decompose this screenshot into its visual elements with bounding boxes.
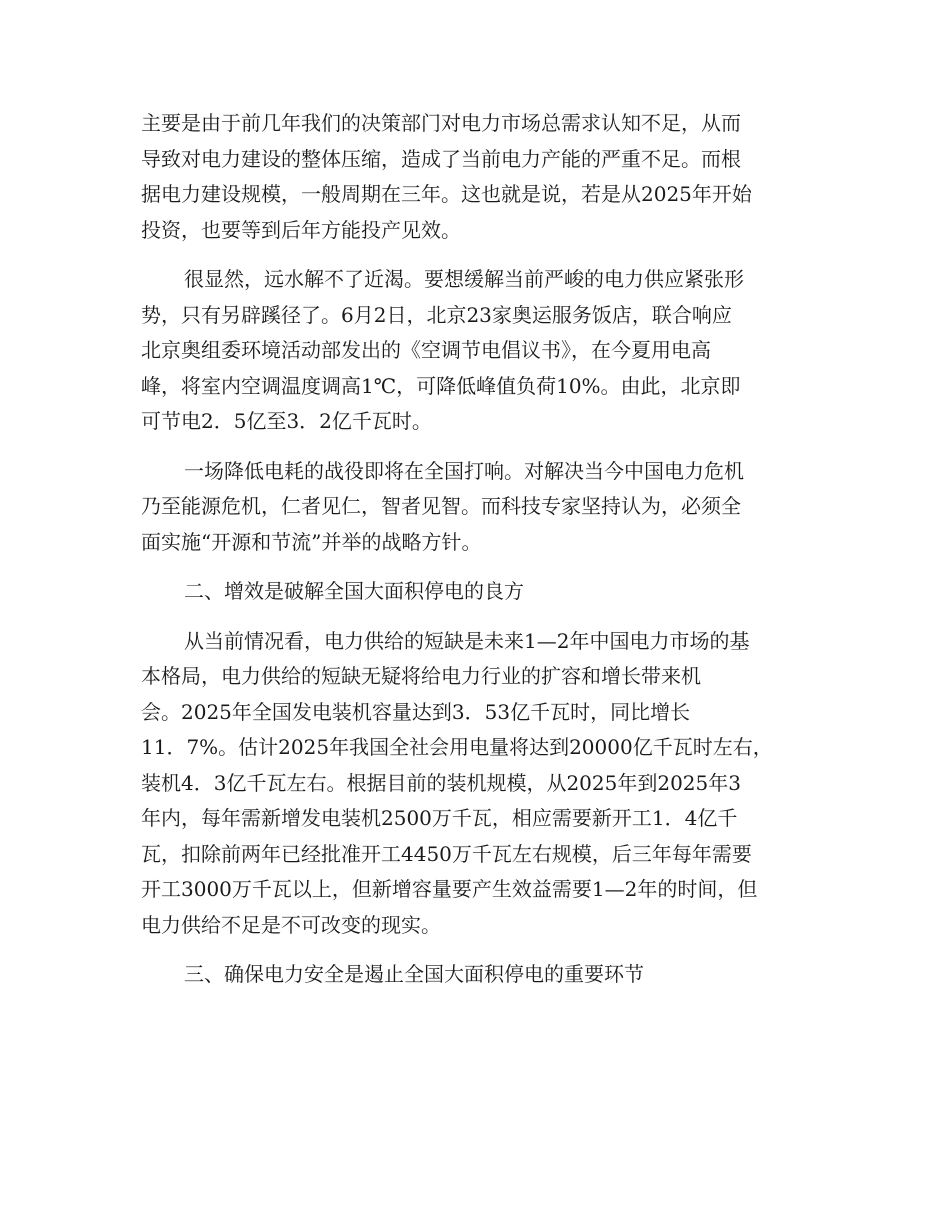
text-line: 电力供给不足是不可改变的现实。 <box>141 912 441 937</box>
text-line: 很显然，远水解不了近渴。要想缓解当前严峻的电力供应紧张形 <box>184 267 744 291</box>
heading-text: 二、增效是破解全国大面积停电的良方 <box>184 579 524 603</box>
text-line: 峰，将室内空调温度调高1℃，可降低峰值负荷10%。由此，北京即 <box>141 373 741 398</box>
document-body <box>141 106 813 1007</box>
text-line: 导致对电力建设的整体压缩，造成了当前电力产能的严重不足。而根 <box>141 146 741 171</box>
text-line: 瓦，扣除前两年已经批准开工4450万千瓦左右规模，后三年每年需要 <box>141 841 752 866</box>
text-line: 开工3000万千瓦以上，但新增容量要产生效益需要1—2年的时间，但 <box>141 877 758 901</box>
paragraph-5 <box>141 624 813 944</box>
paragraph-1 <box>141 106 813 248</box>
section-heading-3 <box>141 957 813 993</box>
text-line: 可节电2．5亿至3．2亿千瓦时。 <box>141 409 432 433</box>
heading-text: 三、确保电力安全是遏止全国大面积停电的重要环节 <box>184 962 644 986</box>
text-line: 一场降低电耗的战役即将在全国打响。对解决当今中国电力危机 <box>184 458 744 483</box>
text-line: 乃至能源危机，仁者见仁，智者见智。而科技专家坚持认为，必须全 <box>141 494 741 518</box>
text-line: 从当前情况看，电力供给的短缺是未来1—2年中国电力市场的基 <box>184 628 750 653</box>
text-line: 面实施“开源和节流”并举的战略方针。 <box>141 529 482 554</box>
text-line: 据电力建设规模，一般周期在三年。这也就是说，若是从2025年开始 <box>141 182 752 206</box>
paragraph-3 <box>141 454 813 561</box>
text-line: 11．7%。估计2025年我国全社会用电量将达到20000亿千瓦时左右， <box>141 735 773 759</box>
text-line: 本格局，电力供给的短缺无疑将给电力行业的扩容和增长带来机 <box>141 664 701 688</box>
text-line: 北京奥组委环境活动部发出的《空调节电倡议书》，在今夏用电高 <box>141 338 711 362</box>
section-heading-2 <box>141 574 813 610</box>
text-line: 年内，每年需新增发电装机2500万千瓦，相应需要新开工1．4亿千 <box>141 806 738 830</box>
text-line: 主要是由于前几年我们的决策部门对电力市场总需求认知不足，从而 <box>141 111 741 135</box>
text-line: 投资，也要等到后年方能投产见效。 <box>141 217 461 242</box>
paragraph-2 <box>141 262 813 440</box>
text-line: 势，只有另辟蹊径了。6月2日，北京23家奥运服务饭店，联合响应 <box>141 302 732 327</box>
text-line: 会。2025年全国发电装机容量达到3．53亿千瓦时，同比增长 <box>141 699 691 724</box>
text-line: 装机4．3亿千瓦左右。根据目前的装机规模，从2025年到2025年3 <box>141 770 741 795</box>
